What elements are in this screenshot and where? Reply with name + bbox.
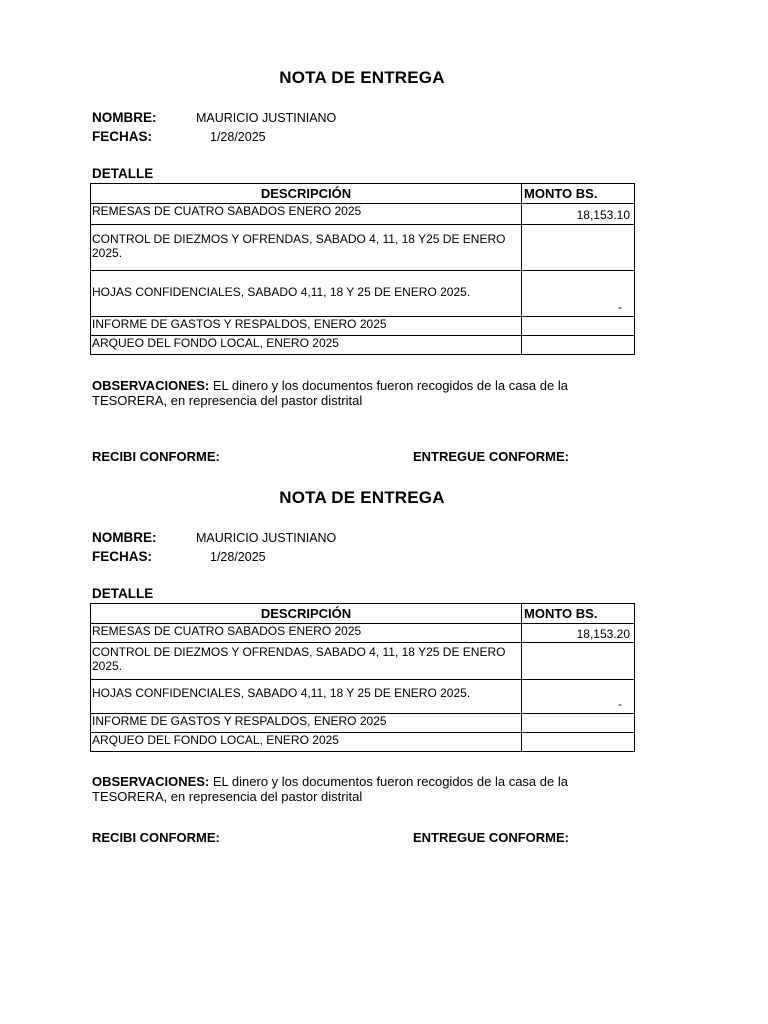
row-descripcion: REMESAS DE CUATRO SABADOS ENERO 2025: [91, 204, 522, 225]
recibi-conforme-label: RECIBI CONFORME:: [92, 449, 220, 464]
row-monto: [522, 225, 635, 271]
table-row: [91, 624, 635, 643]
entregue-conforme-label: ENTREGUE CONFORME:: [413, 830, 569, 845]
table-row: [91, 714, 635, 733]
column-header-descripcion: DESCRIPCIÓN: [91, 604, 522, 624]
items-table: [90, 603, 635, 752]
row-monto: [522, 714, 635, 733]
observaciones-text: EL dinero y los documentos fueron recogidos de la casa de la TESORERA, en represencia del pastor distrital: [92, 378, 568, 408]
table-row: [91, 271, 635, 317]
table-row: [91, 204, 635, 225]
nombre-label: NOMBRE:: [92, 530, 157, 545]
fechas-label: FECHAS:: [92, 129, 152, 144]
table-row: [91, 336, 635, 355]
nombre-value: MAURICIO JUSTINIANO: [196, 531, 337, 545]
row-descripcion: HOJAS CONFIDENCIALES, SABADO 4,11, 18 Y 25 DE ENERO 2025.: [91, 680, 522, 714]
nombre-label: NOMBRE:: [92, 110, 157, 125]
note-title: NOTA DE ENTREGA: [279, 68, 445, 87]
recibi-conforme-label: RECIBI CONFORME:: [92, 830, 220, 845]
row-monto: [522, 733, 635, 752]
fechas-value: 1/28/2025: [210, 550, 266, 564]
row-descripcion: ARQUEO DEL FONDO LOCAL, ENERO 2025: [91, 733, 522, 752]
row-descripcion: INFORME DE GASTOS Y RESPALDOS, ENERO 2025: [91, 714, 522, 733]
table-row: [91, 225, 635, 271]
entregue-conforme-label: ENTREGUE CONFORME:: [413, 449, 569, 464]
observaciones: [92, 378, 612, 408]
column-header-descripcion: DESCRIPCIÓN: [91, 184, 522, 204]
observaciones-text: EL dinero y los documentos fueron recogidos de la casa de la TESORERA, en represencia del pastor distrital: [92, 774, 568, 804]
row-descripcion: INFORME DE GASTOS Y RESPALDOS, ENERO 2025: [91, 317, 522, 336]
table-row: [91, 643, 635, 680]
table-row: [91, 733, 635, 752]
row-descripcion: CONTROL DE DIEZMOS Y OFRENDAS, SABADO 4, 11, 18 Y25 DE ENERO 2025.: [91, 643, 522, 680]
column-header-monto: MONTO BS.: [522, 184, 635, 204]
row-monto: [522, 317, 635, 336]
row-descripcion: CONTROL DE DIEZMOS Y OFRENDAS, SABADO 4, 11, 18 Y25 DE ENERO 2025.: [91, 225, 522, 271]
row-descripcion: HOJAS CONFIDENCIALES, SABADO 4,11, 18 Y 25 DE ENERO 2025.: [91, 271, 522, 317]
nombre-value: MAURICIO JUSTINIANO: [196, 111, 337, 125]
row-descripcion: ARQUEO DEL FONDO LOCAL, ENERO 2025: [91, 336, 522, 355]
row-monto: -: [522, 680, 635, 714]
observaciones-label: OBSERVACIONES:: [92, 774, 210, 789]
observaciones: [92, 774, 612, 804]
table-row: [91, 680, 635, 714]
table-row: [91, 317, 635, 336]
row-monto: [522, 643, 635, 680]
fechas-value: 1/28/2025: [210, 130, 266, 144]
row-monto: 18,153.20: [522, 624, 635, 643]
detalle-label: DETALLE: [92, 166, 154, 181]
detalle-label: DETALLE: [92, 586, 154, 601]
row-monto: -: [522, 271, 635, 317]
fechas-label: FECHAS:: [92, 549, 152, 564]
row-monto: 18,153.10: [522, 204, 635, 225]
items-table: [90, 183, 635, 355]
observaciones-label: OBSERVACIONES:: [92, 378, 210, 393]
column-header-monto: MONTO BS.: [522, 604, 635, 624]
row-monto: [522, 336, 635, 355]
note-title: NOTA DE ENTREGA: [279, 488, 445, 507]
row-descripcion: REMESAS DE CUATRO SABADOS ENERO 2025: [91, 624, 522, 643]
